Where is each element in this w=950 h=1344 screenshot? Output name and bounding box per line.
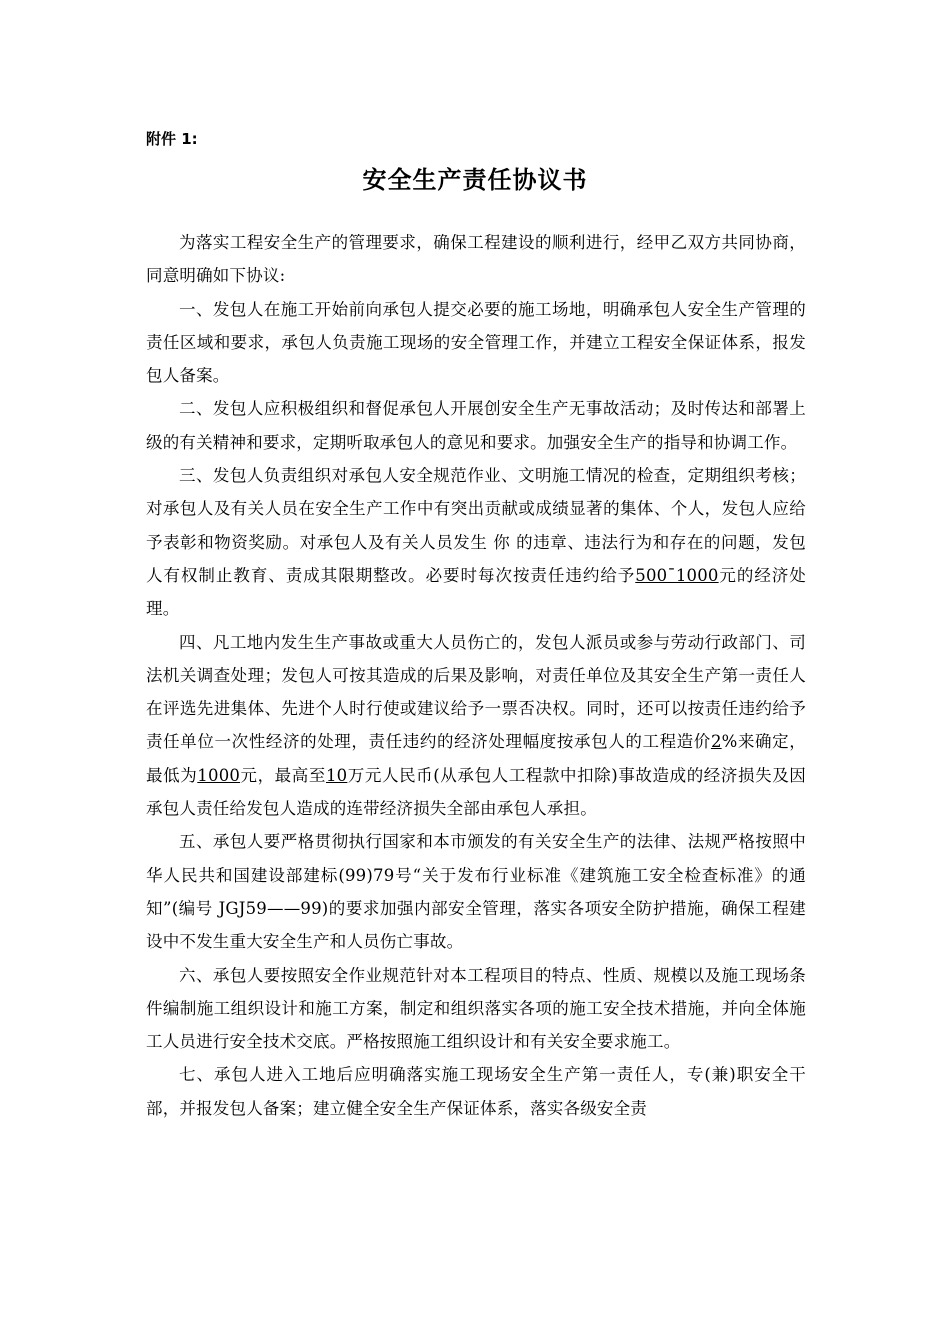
document-body [146,226,806,1125]
clause-6: 六、承包人要按照安全作业规范针对本工程项目的特点、性质、规模以及施工现场条件编制施工组织设计和施工方案，制定和组织落实各项的施工安全技术措施，并向全体施工人员进行安全技术交底。严格按照施工组织设计和有关安全要求施工。 [146,965,806,1052]
clause-2: 二、发包人应积极组织和督促承包人开展创安全生产无事故活动；及时传达和部署上级的有关精神和要求，定期听取承包人的意见和要求。加强安全生产的指导和协调工作。 [146,399,806,452]
penalty-range: 500¯1000 [635,565,719,585]
clause-7: 七、承包人进入工地后应明确落实施工现场安全生产第一责任人，专(兼)职安全干部，并报发包人备案；建立健全安全生产保证体系，落实各级安全责 [146,1065,806,1118]
document-title: 安全生产责任协议书 [362,166,588,194]
clause-4-tail: 万元人民币(从承包人工程款中扣除)事故造成的经济损失及因承包人责任给发包人造成的连带经济损失全部由承包人承担。 [146,765,806,819]
clause-4 [146,626,806,826]
clause-4-mid2: 元，最高至 [240,765,326,785]
intro-paragraph: 为落实工程安全生产的管理要求，确保工程建设的顺利进行，经甲乙双方共同协商，同意明确如下协议: [146,233,806,286]
penalty-percent: 2 [710,732,722,752]
penalty-minimum: 1000 [197,765,241,785]
clause-5: 五、承包人要严格贯彻执行国家和本市颁发的有关安全生产的法律、法规严格按照中华人民共和国建设部建标(99)79号“关于发布行业标准《建筑施工安全检查标准》的通知”(编号 JGJ59——99)的要求加强内部安全管理，落实各项安全防护措施，确保工程建设中不发生重大安全生产和人员伤亡事故。 [146,832,806,952]
clause-3-text: 三、发包人负责组织对承包人安全规范作业、文明施工情况的检查，定期组织考核；对承包人及有关人员在安全生产工作中有突出贡献或成绩显著的集体、个人，发包人应给予表彰和物资奖励。对承包人及有关人员发生 你 的违章、违法行为和存在的问题，发包人有权制止教育、责成其限期整改。必要时每次按责任违约给予 [146,466,806,585]
clause-3 [146,459,806,625]
attachment-label: 附件 1: [146,130,198,148]
clause-1: 一、发包人在施工开始前向承包人提交必要的施工场地，明确承包人安全生产管理的责任区域和要求，承包人负责施工现场的安全管理工作，并建立工程安全保证体系，报发包人备案。 [146,299,806,386]
penalty-maximum: 10 [325,765,348,785]
clause-3-tail: 元的经济处理。 [146,565,806,619]
clause-4-text: 四、凡工地内发生生产事故或重大人员伤亡的，发包人派员或参与劳动行政部门、司法机关调查处理；发包人可按其造成的后果及影响，对责任单位及其安全生产第一责任人在评选先进集体、先进个人时行使或建议给予一票否决权。同时，还可以按责任违约给予责任单位一次性经济的处理，责任违约的经济处理幅度按承包人的工程造价 [146,632,806,752]
clause-4-mid1: %来确定，最低为 [146,732,806,785]
